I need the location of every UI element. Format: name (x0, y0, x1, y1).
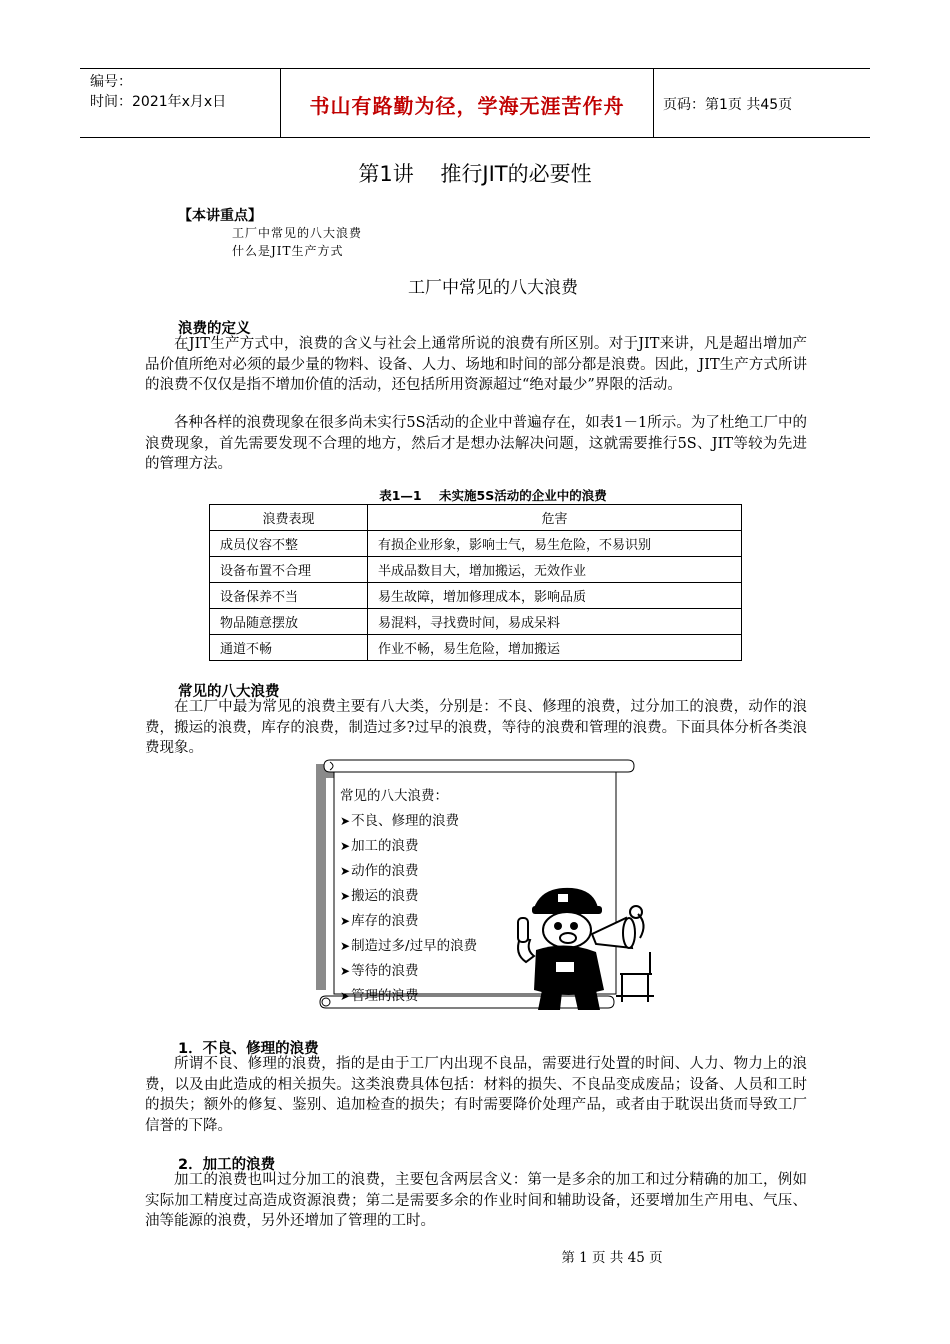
scroll-item (340, 936, 477, 961)
scroll-item (340, 911, 477, 936)
table-cell: 有损企业形象，影响士气，易生危险，不易识别 (368, 531, 742, 557)
definition-paragraph-1: 在JIT生产方式中，浪费的含义与社会上通常所说的浪费有所区别。对于JIT来讲，凡是超出增加产品价值所绝对必须的最少量的物料、设备、人力、场地和时间的部分都是浪费。因此，JIT生产方式所讲的浪费不仅仅是指不增加价值的活动，还包括所用资源超过“绝对最少”界限的活动。 (145, 336, 807, 393)
scroll-item-label: 库存的浪费 (351, 913, 419, 929)
document-header (80, 68, 870, 138)
scroll-item (340, 961, 477, 986)
table-header-cell: 危害 (368, 505, 742, 531)
arrow-bullet-icon: ➤ (340, 814, 351, 828)
section-title: 工厂中常见的八大浪费 (408, 278, 578, 298)
page-footer: 第 1 页 共 45 页 (561, 1250, 663, 1266)
code-label: 编号： (90, 74, 132, 90)
table-caption: 表1—1 未实施5S活动的企业中的浪费 (379, 488, 607, 503)
table-row (210, 635, 742, 661)
scroll-item (340, 861, 477, 886)
section2-heading: 2．加工的浪费 (178, 1157, 276, 1173)
arrow-bullet-icon: ➤ (340, 964, 351, 978)
table-row (210, 609, 742, 635)
arrow-bullet-icon: ➤ (340, 989, 351, 1003)
table-row (210, 583, 742, 609)
header-motto-cell (280, 69, 654, 137)
section2-paragraph: 加工的浪费也叫过分加工的浪费，主要包含两层含义：第一是多余的加工和过分精确的加工，例如实际加工精度过高造成资源浪费；第二是需要多余的作业时间和辅助设备，还要增加生产用电、气压、油等能源的浪费，另外还增加了管理的工时。 (145, 1172, 807, 1229)
motto: 书山有路勤为径，学海无涯苦作舟 (309, 94, 625, 118)
table-cell: 设备布置不合理 (210, 557, 368, 583)
page-info: 页码：第1页 共45页 (663, 97, 793, 113)
table-header-cell: 浪费表现 (210, 505, 368, 531)
eight-wastes-paragraph: 在工厂中最为常见的浪费主要有八大类，分别是：不良、修理的浪费，过分加工的浪费，动作的浪费，搬运的浪费，库存的浪费，制造过多?过早的浪费，等待的浪费和管理的浪费。下面具体分析各类浪费现象。 (145, 699, 807, 756)
police-officer-megaphone-icon (512, 878, 662, 1018)
key-points-label: 【本讲重点】 (178, 208, 262, 224)
page-title: 第1讲 推行JIT的必要性 (358, 162, 592, 186)
scroll-item-label: 等待的浪费 (351, 963, 419, 979)
arrow-bullet-icon: ➤ (340, 839, 351, 853)
table-cell: 作业不畅，易生危险，增加搬运 (368, 635, 742, 661)
arrow-bullet-icon: ➤ (340, 914, 351, 928)
section1-heading: 1．不良、修理的浪费 (178, 1041, 319, 1057)
scroll-item (340, 886, 477, 911)
definition-heading: 浪费的定义 (178, 321, 251, 337)
arrow-bullet-icon: ➤ (340, 864, 351, 878)
scroll-item-label: 不良、修理的浪费 (351, 813, 460, 829)
table-cell: 通道不畅 (210, 635, 368, 661)
arrow-bullet-icon: ➤ (340, 889, 351, 903)
scroll-item (340, 836, 477, 861)
header-meta-cell (80, 69, 280, 137)
table-cell: 半成品数目大，增加搬运，无效作业 (368, 557, 742, 583)
header-page-cell (653, 69, 870, 137)
scroll-item-label: 搬运的浪费 (351, 888, 419, 904)
definition-paragraph-2: 各种各样的浪费现象在很多尚未实行5S活动的企业中普遍存在，如表1－1所示。为了杜绝工厂中的浪费现象，首先需要发现不合理的地方，然后才是想办法解决问题，这就需要推行5S、JIT等较为先进的管理方法。 (145, 415, 807, 472)
table-cell: 成员仪容不整 (210, 531, 368, 557)
scroll-item-label: 制造过多/过早的浪费 (351, 938, 478, 954)
key-point-item: 什么是JIT生产方式 (232, 244, 344, 258)
table-header-row (210, 505, 742, 531)
table-row (210, 531, 742, 557)
table-cell: 易生故障，增加修理成本，影响品质 (368, 583, 742, 609)
table-cell: 物品随意摆放 (210, 609, 368, 635)
scroll-title: 常见的八大浪费： (340, 788, 448, 804)
key-point-item: 工厂中常见的八大浪费 (232, 226, 363, 240)
scroll-item-label: 管理的浪费 (351, 988, 419, 1004)
arrow-bullet-icon: ➤ (340, 939, 351, 953)
waste-table (209, 504, 742, 661)
table-cell: 易混料，寻找费时间，易成呆料 (368, 609, 742, 635)
scroll-item (340, 986, 477, 1011)
eight-wastes-heading: 常见的八大浪费 (178, 684, 280, 700)
scroll-item-label: 动作的浪费 (351, 863, 419, 879)
date-line: 时间：2021年x月x日 (90, 94, 227, 110)
table-cell: 设备保养不当 (210, 583, 368, 609)
table-row (210, 557, 742, 583)
section1-paragraph: 所谓不良、修理的浪费，指的是由于工厂内出现不良品，需要进行处置的时间、人力、物力上的浪费，以及由此造成的相关损失。这类浪费具体包括：材料的损失、不良品变成废品；设备、人员和工时的损失；额外的修复、鉴别、追加检查的损失；有时需要降价处理产品，或者由于耽误出货而导致工厂信誉的下降。 (145, 1056, 807, 1134)
scroll-item (340, 811, 477, 836)
scroll-list (340, 786, 477, 1011)
scroll-item-label: 加工的浪费 (351, 838, 419, 854)
